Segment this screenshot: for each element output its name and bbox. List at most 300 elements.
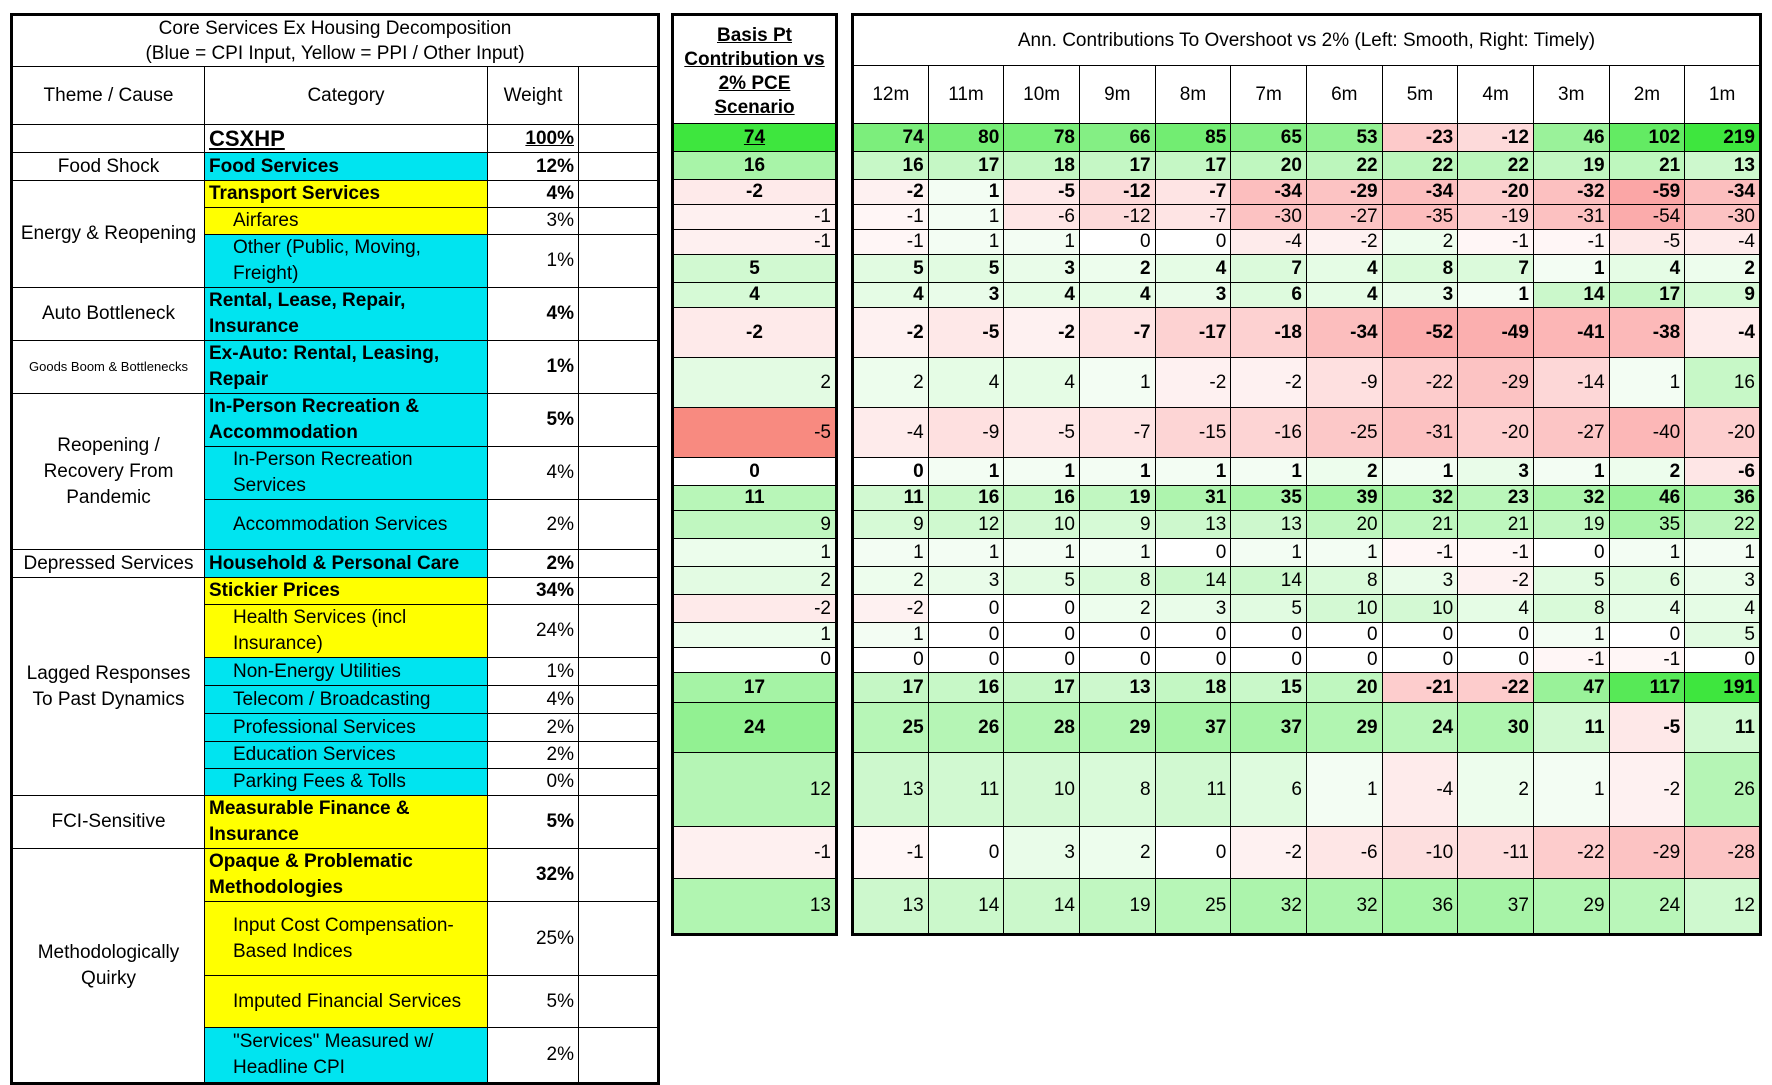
value-cell: 28 bbox=[1004, 703, 1080, 753]
value-cell: 7 bbox=[1458, 255, 1534, 283]
category-cell: In-Person Recreation & Accommodation bbox=[205, 394, 488, 447]
value-cell: -12 bbox=[1458, 124, 1534, 152]
value-cell: 4 bbox=[1609, 595, 1685, 623]
spacer-cell bbox=[579, 714, 659, 742]
table-row bbox=[673, 753, 837, 827]
spacer-cell bbox=[579, 181, 659, 208]
value-cell: -2 bbox=[1458, 567, 1534, 595]
category-cell: Telecom / Broadcasting bbox=[205, 686, 488, 714]
value-cell: 20 bbox=[1306, 511, 1382, 539]
value-cell: 16 bbox=[1685, 358, 1761, 408]
value-cell: 0 bbox=[1155, 623, 1231, 648]
table-row bbox=[673, 623, 837, 648]
table-row bbox=[853, 827, 1761, 879]
weight-cell: 2% bbox=[488, 500, 579, 550]
value-cell: 37 bbox=[1231, 703, 1307, 753]
bp-cell: 16 bbox=[673, 152, 837, 180]
bp-cell: -1 bbox=[673, 827, 837, 879]
value-cell: 0 bbox=[853, 458, 929, 486]
table-row bbox=[673, 648, 837, 673]
annualized-contributions-table bbox=[851, 13, 1762, 936]
table-row bbox=[673, 152, 837, 180]
value-cell: 3 bbox=[1155, 595, 1231, 623]
category-cell: Professional Services bbox=[205, 714, 488, 742]
bp-cell: 74 bbox=[673, 124, 837, 152]
value-cell: 5 bbox=[1231, 595, 1307, 623]
value-cell: -9 bbox=[1306, 358, 1382, 408]
value-cell: -1 bbox=[1609, 648, 1685, 673]
value-cell: -2 bbox=[853, 180, 929, 205]
value-cell: 1 bbox=[1155, 458, 1231, 486]
value-cell: 22 bbox=[1458, 152, 1534, 180]
basis-point-table bbox=[671, 13, 838, 936]
value-cell: 11 bbox=[1155, 753, 1231, 827]
value-cell: 2 bbox=[1306, 458, 1382, 486]
weight-cell: 3% bbox=[488, 208, 579, 235]
table-row bbox=[673, 567, 837, 595]
value-cell: 14 bbox=[1004, 879, 1080, 935]
value-cell: 21 bbox=[1458, 511, 1534, 539]
value-cell: -23 bbox=[1382, 124, 1458, 152]
value-cell: 16 bbox=[853, 152, 929, 180]
value-cell: 18 bbox=[1004, 152, 1080, 180]
value-cell: 3 bbox=[1382, 567, 1458, 595]
value-cell: 1 bbox=[1533, 458, 1609, 486]
period-header: 4m bbox=[1458, 66, 1534, 124]
value-cell: 29 bbox=[1306, 703, 1382, 753]
weight-cell: 32% bbox=[488, 849, 579, 902]
value-cell: -25 bbox=[1306, 408, 1382, 458]
bp-cell: 17 bbox=[673, 673, 837, 703]
category-cell: Airfares bbox=[205, 208, 488, 235]
value-cell: 0 bbox=[1609, 623, 1685, 648]
value-cell: 31 bbox=[1155, 486, 1231, 511]
value-cell: -6 bbox=[1306, 827, 1382, 879]
value-cell: 47 bbox=[1533, 673, 1609, 703]
value-cell: -27 bbox=[1306, 205, 1382, 230]
value-cell: -1 bbox=[853, 827, 929, 879]
category-cell: In-Person Recreation Services bbox=[205, 447, 488, 500]
value-cell: 23 bbox=[1458, 486, 1534, 511]
value-cell: -22 bbox=[1458, 673, 1534, 703]
table-row bbox=[673, 408, 837, 458]
spacer-cell bbox=[579, 500, 659, 550]
value-cell: 4 bbox=[1685, 595, 1761, 623]
value-cell: -1 bbox=[1458, 539, 1534, 567]
value-cell: 1 bbox=[1382, 458, 1458, 486]
value-cell: -22 bbox=[1533, 827, 1609, 879]
spacer-cell bbox=[579, 849, 659, 902]
value-cell: -54 bbox=[1609, 205, 1685, 230]
table-row bbox=[853, 595, 1761, 623]
value-cell: -12 bbox=[1079, 205, 1155, 230]
value-cell: 1 bbox=[1609, 358, 1685, 408]
spacer-cell bbox=[579, 288, 659, 341]
value-cell: 17 bbox=[928, 152, 1004, 180]
category-cell: CSXHP bbox=[205, 125, 488, 153]
value-cell: 1 bbox=[1004, 539, 1080, 567]
value-cell: 219 bbox=[1685, 124, 1761, 152]
spacer-cell bbox=[579, 208, 659, 235]
table-row bbox=[853, 180, 1761, 205]
table-row bbox=[673, 458, 837, 486]
table-row bbox=[853, 879, 1761, 935]
weight-header: Weight bbox=[488, 67, 579, 125]
value-cell: 10 bbox=[1382, 595, 1458, 623]
value-cell: 0 bbox=[1004, 648, 1080, 673]
value-cell: 66 bbox=[1079, 124, 1155, 152]
table-row bbox=[853, 308, 1761, 358]
table-row bbox=[12, 181, 659, 208]
table-row bbox=[673, 486, 837, 511]
table-row bbox=[853, 458, 1761, 486]
value-cell: 13 bbox=[853, 879, 929, 935]
value-cell: 3 bbox=[1155, 283, 1231, 308]
value-cell: -22 bbox=[1382, 358, 1458, 408]
value-cell: 13 bbox=[853, 753, 929, 827]
table-row bbox=[673, 230, 837, 255]
value-cell: -11 bbox=[1458, 827, 1534, 879]
value-cell: 4 bbox=[1079, 283, 1155, 308]
spacer-cell bbox=[579, 447, 659, 500]
table-row bbox=[853, 283, 1761, 308]
table-row bbox=[673, 124, 837, 152]
value-cell: 5 bbox=[1533, 567, 1609, 595]
weight-cell: 2% bbox=[488, 714, 579, 742]
value-cell: 1 bbox=[928, 180, 1004, 205]
weight-cell: 1% bbox=[488, 235, 579, 288]
spacer-cell bbox=[579, 550, 659, 578]
bp-cell: 2 bbox=[673, 358, 837, 408]
value-cell: -28 bbox=[1685, 827, 1761, 879]
value-cell: -20 bbox=[1458, 408, 1534, 458]
spacer-cell bbox=[579, 742, 659, 769]
weight-cell: 5% bbox=[488, 394, 579, 447]
theme-cell: FCI-Sensitive bbox=[12, 796, 205, 849]
value-cell: -7 bbox=[1155, 205, 1231, 230]
spacer-cell bbox=[579, 341, 659, 394]
value-cell: 6 bbox=[1231, 283, 1307, 308]
period-header: 1m bbox=[1685, 66, 1761, 124]
value-cell: 2 bbox=[1079, 827, 1155, 879]
value-cell: 11 bbox=[1685, 703, 1761, 753]
value-cell: -34 bbox=[1306, 308, 1382, 358]
value-cell: 65 bbox=[1231, 124, 1307, 152]
value-cell: -59 bbox=[1609, 180, 1685, 205]
period-header: 5m bbox=[1382, 66, 1458, 124]
theme-cell: Depressed Services bbox=[12, 550, 205, 578]
value-cell: -1 bbox=[1533, 230, 1609, 255]
value-cell: 9 bbox=[1685, 283, 1761, 308]
bp-cell: 2 bbox=[673, 567, 837, 595]
value-cell: -9 bbox=[928, 408, 1004, 458]
theme-cell: Reopening / Recovery From Pandemic bbox=[12, 394, 205, 550]
spacer-cell bbox=[579, 686, 659, 714]
theme-header: Theme / Cause bbox=[12, 67, 205, 125]
value-cell: -4 bbox=[1685, 230, 1761, 255]
value-cell: -16 bbox=[1231, 408, 1307, 458]
value-cell: 16 bbox=[928, 486, 1004, 511]
value-cell: 1 bbox=[1458, 283, 1534, 308]
bp-cell: -1 bbox=[673, 230, 837, 255]
value-cell: 1 bbox=[1533, 255, 1609, 283]
value-cell: -17 bbox=[1155, 308, 1231, 358]
category-cell: "Services" Measured w/ Headline CPI bbox=[205, 1028, 488, 1084]
value-cell: 46 bbox=[1533, 124, 1609, 152]
value-cell: 11 bbox=[1533, 703, 1609, 753]
value-cell: 3 bbox=[928, 283, 1004, 308]
value-cell: -41 bbox=[1533, 308, 1609, 358]
value-cell: 16 bbox=[928, 673, 1004, 703]
value-cell: 0 bbox=[928, 623, 1004, 648]
table-row bbox=[673, 595, 837, 623]
bp-cell: 13 bbox=[673, 879, 837, 935]
table-row bbox=[12, 796, 659, 849]
value-cell: 32 bbox=[1382, 486, 1458, 511]
value-cell: 18 bbox=[1155, 673, 1231, 703]
value-cell: 14 bbox=[1155, 567, 1231, 595]
value-cell: 1 bbox=[928, 230, 1004, 255]
category-cell: Input Cost Compensation-Based Indices bbox=[205, 902, 488, 976]
value-cell: -14 bbox=[1533, 358, 1609, 408]
weight-cell: 24% bbox=[488, 605, 579, 658]
value-cell: -4 bbox=[1382, 753, 1458, 827]
value-cell: 0 bbox=[1079, 648, 1155, 673]
table-row bbox=[853, 124, 1761, 152]
value-cell: 0 bbox=[928, 827, 1004, 879]
spacer-cell bbox=[579, 125, 659, 153]
category-cell: Food Services bbox=[205, 153, 488, 181]
value-cell: 80 bbox=[928, 124, 1004, 152]
value-cell: 32 bbox=[1231, 879, 1307, 935]
value-cell: -5 bbox=[1004, 408, 1080, 458]
value-cell: 32 bbox=[1533, 486, 1609, 511]
value-cell: 21 bbox=[1609, 152, 1685, 180]
weight-cell: 100% bbox=[488, 125, 579, 153]
value-cell: 37 bbox=[1155, 703, 1231, 753]
table-row bbox=[673, 511, 837, 539]
value-cell: 1 bbox=[928, 539, 1004, 567]
spacer-cell bbox=[579, 153, 659, 181]
bp-cell: 0 bbox=[673, 648, 837, 673]
category-cell: Imputed Financial Services bbox=[205, 976, 488, 1028]
table-row bbox=[673, 879, 837, 935]
value-cell: -35 bbox=[1382, 205, 1458, 230]
value-cell: -2 bbox=[853, 308, 929, 358]
value-cell: -15 bbox=[1155, 408, 1231, 458]
value-cell: 0 bbox=[1458, 623, 1534, 648]
value-cell: 1 bbox=[1079, 458, 1155, 486]
value-cell: 3 bbox=[1004, 255, 1080, 283]
value-cell: 0 bbox=[1231, 623, 1307, 648]
value-cell: 0 bbox=[1155, 827, 1231, 879]
value-cell: 13 bbox=[1685, 152, 1761, 180]
value-cell: -1 bbox=[1533, 648, 1609, 673]
spacer-cell bbox=[579, 769, 659, 796]
value-cell: 26 bbox=[928, 703, 1004, 753]
value-cell: -6 bbox=[1004, 205, 1080, 230]
value-cell: 29 bbox=[1079, 703, 1155, 753]
weight-cell: 2% bbox=[488, 550, 579, 578]
value-cell: -30 bbox=[1231, 205, 1307, 230]
weight-cell: 12% bbox=[488, 153, 579, 181]
table-row bbox=[673, 827, 837, 879]
period-header: 10m bbox=[1004, 66, 1080, 124]
category-cell: Education Services bbox=[205, 742, 488, 769]
table-title bbox=[12, 15, 659, 67]
value-cell: 17 bbox=[1155, 152, 1231, 180]
value-cell: 5 bbox=[928, 255, 1004, 283]
spacer-cell bbox=[579, 902, 659, 976]
weight-cell: 2% bbox=[488, 742, 579, 769]
weight-cell: 1% bbox=[488, 341, 579, 394]
bp-cell: 9 bbox=[673, 511, 837, 539]
table-row bbox=[673, 539, 837, 567]
value-cell: 17 bbox=[1004, 673, 1080, 703]
value-cell: 2 bbox=[1609, 458, 1685, 486]
value-cell: -21 bbox=[1382, 673, 1458, 703]
contributions-title: Ann. Contributions To Overshoot vs 2% (Left: Smooth, Right: Timely) bbox=[853, 15, 1761, 66]
value-cell: 7 bbox=[1231, 255, 1307, 283]
period-header: 2m bbox=[1609, 66, 1685, 124]
value-cell: 29 bbox=[1533, 879, 1609, 935]
value-cell: 8 bbox=[1079, 567, 1155, 595]
bp-cell: 5 bbox=[673, 255, 837, 283]
value-cell: -5 bbox=[928, 308, 1004, 358]
value-cell: 12 bbox=[1685, 879, 1761, 935]
value-cell: 14 bbox=[1533, 283, 1609, 308]
value-cell: -1 bbox=[853, 205, 929, 230]
value-cell: 12 bbox=[928, 511, 1004, 539]
value-cell: 0 bbox=[853, 648, 929, 673]
bp-cell: -5 bbox=[673, 408, 837, 458]
value-cell: 1 bbox=[1004, 230, 1080, 255]
weight-cell: 34% bbox=[488, 578, 579, 605]
table-row bbox=[853, 358, 1761, 408]
value-cell: 6 bbox=[1231, 753, 1307, 827]
table-row bbox=[673, 308, 837, 358]
value-cell: 8 bbox=[1382, 255, 1458, 283]
value-cell: 25 bbox=[1155, 879, 1231, 935]
table-row bbox=[853, 623, 1761, 648]
table-row bbox=[853, 539, 1761, 567]
value-cell: 1 bbox=[1004, 458, 1080, 486]
spacer-header bbox=[579, 67, 659, 125]
bp-cell: 1 bbox=[673, 623, 837, 648]
value-cell: 0 bbox=[1155, 539, 1231, 567]
title-line-2: (Blue = CPI Input, Yellow = PPI / Other Input) bbox=[145, 43, 525, 64]
category-cell: Health Services (incl Insurance) bbox=[205, 605, 488, 658]
value-cell: -4 bbox=[853, 408, 929, 458]
value-cell: -1 bbox=[853, 230, 929, 255]
theme-cell: Food Shock bbox=[12, 153, 205, 181]
value-cell: -2 bbox=[1155, 358, 1231, 408]
value-cell: 20 bbox=[1231, 152, 1307, 180]
value-cell: 0 bbox=[1306, 648, 1382, 673]
table-row bbox=[12, 578, 659, 605]
value-cell: -29 bbox=[1458, 358, 1534, 408]
value-cell: 78 bbox=[1004, 124, 1080, 152]
period-header: 12m bbox=[853, 66, 929, 124]
value-cell: 46 bbox=[1609, 486, 1685, 511]
value-cell: 4 bbox=[1306, 255, 1382, 283]
value-cell: 4 bbox=[1155, 255, 1231, 283]
value-cell: -5 bbox=[1609, 703, 1685, 753]
theme-cell: Energy & Reopening bbox=[12, 181, 205, 288]
table-row bbox=[853, 511, 1761, 539]
value-cell: 36 bbox=[1382, 879, 1458, 935]
value-cell: -34 bbox=[1685, 180, 1761, 205]
bp-cell: 0 bbox=[673, 458, 837, 486]
category-cell: Parking Fees & Tolls bbox=[205, 769, 488, 796]
value-cell: 2 bbox=[1079, 595, 1155, 623]
table-row bbox=[673, 180, 837, 205]
value-cell: 14 bbox=[1231, 567, 1307, 595]
weight-cell: 4% bbox=[488, 288, 579, 341]
value-cell: 0 bbox=[1533, 539, 1609, 567]
table-row bbox=[853, 486, 1761, 511]
value-cell: -40 bbox=[1609, 408, 1685, 458]
value-cell: 16 bbox=[1004, 486, 1080, 511]
period-header: 7m bbox=[1231, 66, 1307, 124]
value-cell: 1 bbox=[1533, 623, 1609, 648]
table-row bbox=[853, 753, 1761, 827]
value-cell: 0 bbox=[1458, 648, 1534, 673]
value-cell: 36 bbox=[1685, 486, 1761, 511]
value-cell: 35 bbox=[1231, 486, 1307, 511]
value-cell: 0 bbox=[928, 648, 1004, 673]
value-cell: 15 bbox=[1231, 673, 1307, 703]
value-cell: 0 bbox=[1382, 623, 1458, 648]
value-cell: -19 bbox=[1458, 205, 1534, 230]
value-cell: 0 bbox=[1685, 648, 1761, 673]
value-cell: 1 bbox=[1231, 458, 1307, 486]
spacer-cell bbox=[579, 235, 659, 288]
value-cell: 1 bbox=[1079, 358, 1155, 408]
table-row bbox=[12, 125, 659, 153]
value-cell: 17 bbox=[853, 673, 929, 703]
spacer-cell bbox=[579, 578, 659, 605]
table-row bbox=[853, 408, 1761, 458]
value-cell: -10 bbox=[1382, 827, 1458, 879]
period-header: 8m bbox=[1155, 66, 1231, 124]
value-cell: -27 bbox=[1533, 408, 1609, 458]
value-cell: 2 bbox=[1382, 230, 1458, 255]
table-row bbox=[12, 849, 659, 902]
value-cell: 10 bbox=[1004, 511, 1080, 539]
value-cell: -7 bbox=[1079, 308, 1155, 358]
value-cell: 8 bbox=[1533, 595, 1609, 623]
value-cell: 19 bbox=[1079, 879, 1155, 935]
value-cell: 13 bbox=[1155, 511, 1231, 539]
value-cell: 0 bbox=[1155, 230, 1231, 255]
value-cell: 8 bbox=[1306, 567, 1382, 595]
value-cell: 1 bbox=[1079, 539, 1155, 567]
value-cell: 4 bbox=[928, 358, 1004, 408]
value-cell: 1 bbox=[1306, 753, 1382, 827]
table-row bbox=[853, 567, 1761, 595]
value-cell: 3 bbox=[1004, 827, 1080, 879]
bp-cell: 4 bbox=[673, 283, 837, 308]
value-cell: -29 bbox=[1609, 827, 1685, 879]
value-cell: 5 bbox=[853, 255, 929, 283]
bp-cell: -2 bbox=[673, 595, 837, 623]
table-row bbox=[853, 152, 1761, 180]
value-cell: 2 bbox=[1685, 255, 1761, 283]
bp-cell: -2 bbox=[673, 308, 837, 358]
value-cell: -2 bbox=[1004, 308, 1080, 358]
table-row bbox=[853, 230, 1761, 255]
